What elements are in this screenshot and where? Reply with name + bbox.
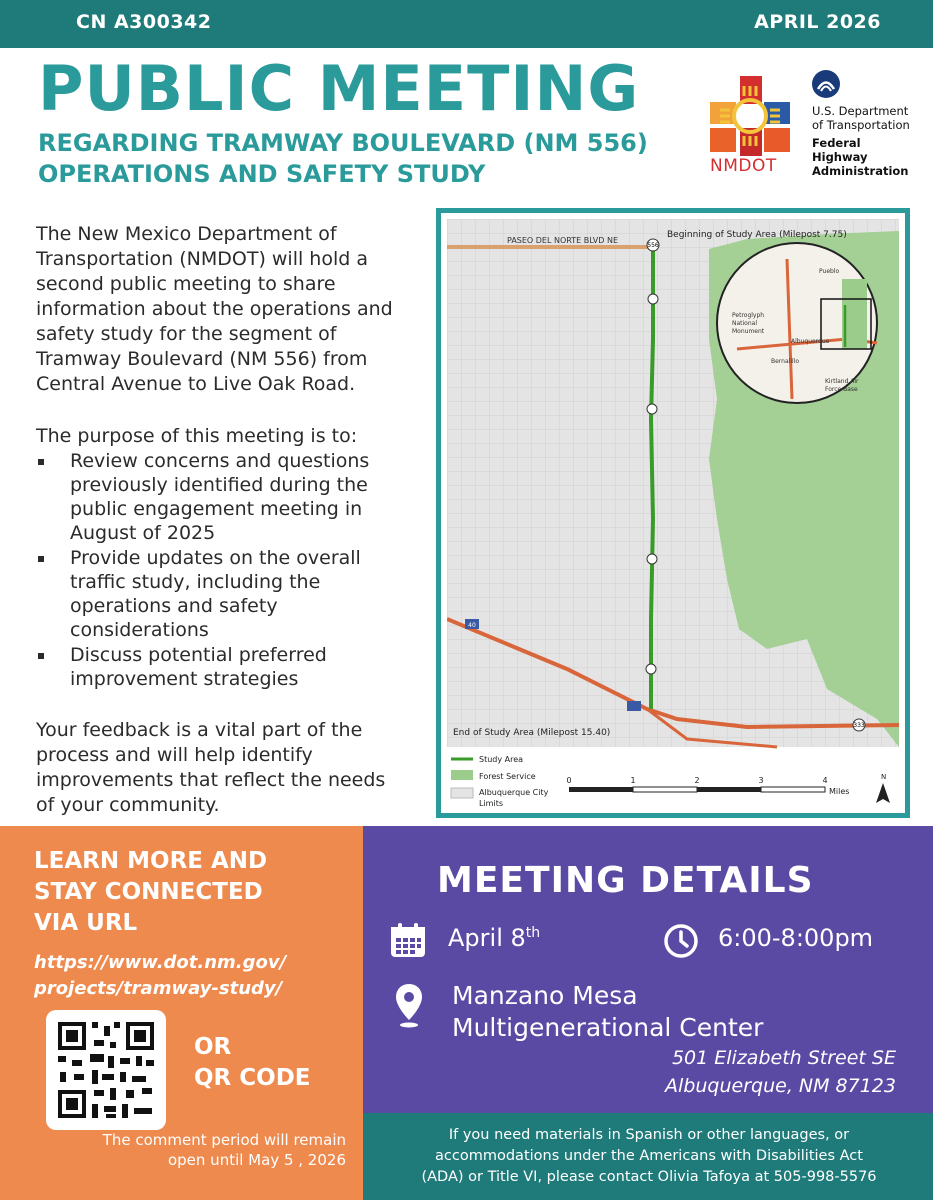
- scale-label: 2: [694, 776, 700, 785]
- subtitle-line-2: OPERATIONS AND SAFETY STUDY: [38, 160, 486, 188]
- purpose-list: [36, 449, 408, 692]
- address-line: 501 Elizabeth Street SE: [671, 1047, 896, 1069]
- scale-bar: [566, 776, 849, 796]
- bullet-icon: [38, 653, 44, 659]
- meeting-date-value: April 8: [448, 924, 526, 952]
- page-subtitle: [38, 128, 718, 190]
- inset-label: Force Base: [825, 386, 858, 393]
- accessibility-line: accommodations under the Americans with Disabilities Act: [435, 1148, 863, 1164]
- legend-label: Forest Service: [479, 772, 536, 781]
- shield-label: 333: [853, 722, 865, 729]
- legend-city-swatch: [451, 788, 473, 798]
- bullet-icon: [38, 556, 44, 562]
- clock-icon: [662, 922, 700, 960]
- accessibility-line: If you need materials in Spanish or other languages, or: [448, 1127, 850, 1143]
- svg-text:N: N: [881, 773, 887, 781]
- scale-label: 0: [566, 776, 572, 785]
- legend-label: Limits: [479, 799, 503, 808]
- end-study-label: End of Study Area (Milepost 15.40): [453, 728, 611, 738]
- list-item: [36, 449, 408, 545]
- accessibility-line: (ADA) or Title VI, please contact Olivia Tafoya at 505-998-5576: [421, 1169, 877, 1185]
- shield-label: 556: [647, 242, 659, 249]
- usdot-line-3: Federal Highway: [812, 136, 868, 164]
- usdot-line-4: Administration: [812, 164, 909, 178]
- inset-label: Albuquerque: [791, 338, 830, 345]
- comment-line: The comment period will remain: [102, 1131, 346, 1149]
- comment-period-note: [18, 1130, 346, 1170]
- usdot-logo: [812, 70, 912, 178]
- meeting-address: [560, 1044, 896, 1100]
- list-item: [36, 546, 408, 642]
- usdot-seal-icon: [812, 70, 840, 98]
- qr-code-heading: [194, 1032, 311, 1094]
- venue-line: Manzano Mesa: [452, 981, 638, 1010]
- qr-code-graphic: [46, 1010, 166, 1130]
- nmdot-wordmark: NMDOT: [710, 156, 777, 176]
- inset-label: Kirtland Air: [825, 378, 859, 385]
- meeting-details-heading: MEETING DETAILS: [437, 860, 814, 901]
- learn-more-heading: [34, 846, 334, 939]
- usdot-line-1: U.S. Department: [812, 104, 909, 118]
- map-graphic: [447, 219, 899, 809]
- north-arrow-icon: [876, 773, 890, 803]
- or-label: OR: [194, 1034, 232, 1060]
- learn-more-line: VIA URL: [34, 910, 138, 936]
- route-shield: [647, 404, 657, 414]
- qr-code-label: QR CODE: [194, 1065, 311, 1091]
- subtitle-line-1: REGARDING TRAMWAY BOULEVARD (NM 556): [38, 129, 648, 157]
- road-label: PASEO DEL NORTE BLVD NE: [507, 236, 618, 245]
- bullet-icon: [38, 459, 44, 465]
- venue-line: Multigenerational Center: [452, 1013, 764, 1042]
- learn-more-line: STAY CONNECTED: [34, 879, 263, 905]
- url-line: https://www.dot.nm.gov/: [34, 952, 287, 973]
- calendar-icon: [388, 920, 428, 960]
- scale-label: 1: [630, 776, 636, 785]
- study-area-map: [436, 208, 910, 818]
- inset-label: Bernalillo: [771, 358, 799, 365]
- learn-more-line: LEARN MORE AND: [34, 848, 268, 874]
- address-line: Albuquerque, NM 87123: [665, 1075, 896, 1097]
- route-shield: [647, 554, 657, 564]
- inset-label: Petroglyph: [732, 312, 765, 319]
- purpose-heading: The purpose of this meeting is to:: [36, 425, 358, 447]
- meeting-date: [448, 924, 540, 952]
- begin-study-label: Beginning of Study Area (Milepost 7.75): [667, 230, 847, 240]
- comment-line: open until May 5 , 2026: [167, 1151, 346, 1169]
- legend-label: Study Area: [479, 755, 524, 764]
- header-bar: [0, 0, 933, 48]
- route-shield: [648, 294, 658, 304]
- inset-label: Monument: [732, 328, 765, 335]
- list-item: [36, 643, 408, 691]
- meeting-time: 6:00-8:00pm: [718, 924, 874, 952]
- page-title: PUBLIC MEETING: [38, 52, 640, 125]
- feedback-paragraph: Your feedback is a vital part of the process and will help identify improvements that reflect the needs of your community.: [36, 719, 386, 816]
- study-area-route: [651, 243, 653, 709]
- scale-label: 4: [822, 776, 828, 785]
- legend-label: Albuquerque City: [479, 788, 549, 797]
- inset-label: National: [732, 320, 758, 327]
- bullet-text: Review concerns and questions previously identified during the public engagement meeting in August of 2025: [70, 450, 370, 544]
- project-url-link[interactable]: [34, 950, 334, 1002]
- bullet-text: Discuss potential preferred improvement strategies: [70, 644, 327, 690]
- header-date: APRIL 2026: [754, 11, 881, 33]
- meeting-venue: [452, 980, 892, 1044]
- location-pin-icon: [394, 982, 424, 1028]
- intro-paragraph: The New Mexico Department of Transportation (NMDOT) will hold a second public meeting to share information about the operations and safety study for the segment of Tramway Boulevard (NM 556) from Central Avenue to Live Oak Road.: [36, 223, 393, 395]
- scale-label: 3: [758, 776, 764, 785]
- legend-forest-swatch: [451, 770, 473, 780]
- date-suffix: th: [525, 925, 541, 941]
- bullet-text: Provide updates on the overall traffic study, including the operations and safety considerations: [70, 547, 361, 641]
- accessibility-note: [372, 1125, 926, 1188]
- qr-code[interactable]: [46, 1010, 166, 1130]
- shield-label: 40: [468, 622, 476, 629]
- interstate-shield: [627, 701, 641, 711]
- cn-number: CN A300342: [76, 11, 212, 33]
- inset-label: Pueblo: [819, 268, 840, 275]
- usdot-line-2: of Transportation: [812, 118, 910, 132]
- scale-unit: Miles: [829, 787, 850, 796]
- url-line: projects/tramway-study/: [34, 978, 283, 999]
- route-shield: [646, 664, 656, 674]
